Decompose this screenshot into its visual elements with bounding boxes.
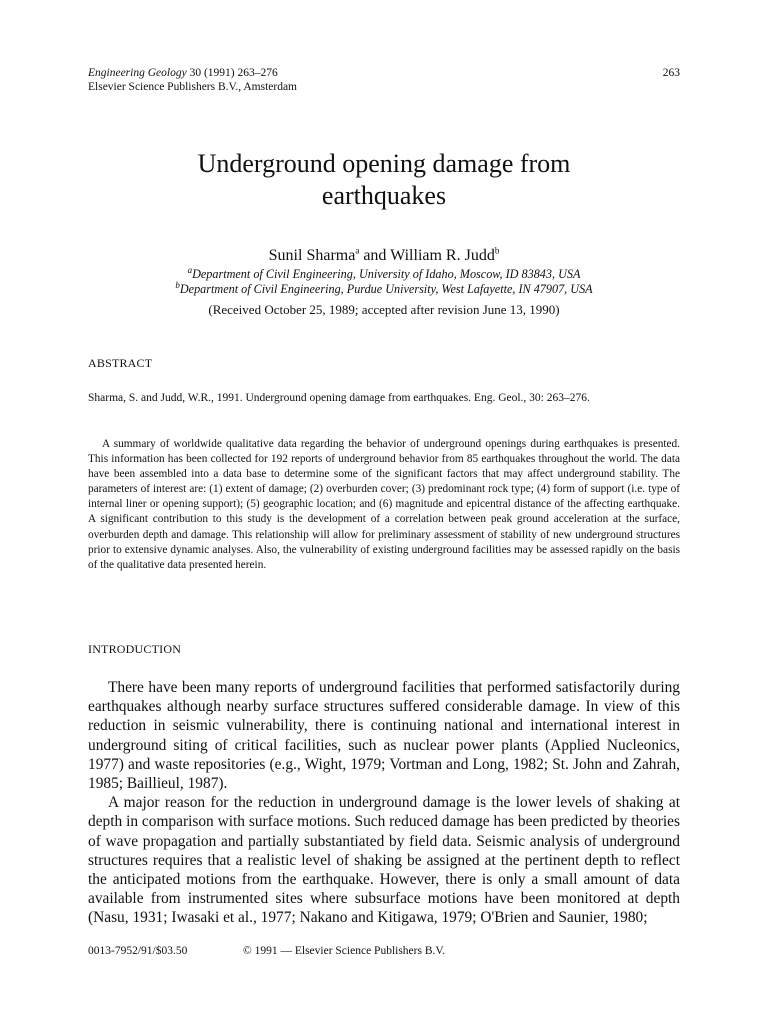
author-1: Sunil Sharma bbox=[268, 247, 356, 264]
page-number: 263 bbox=[662, 67, 680, 79]
author-2: William R. Judd bbox=[390, 247, 495, 264]
issn-code: 0013-7952/91/$03.50 bbox=[88, 945, 188, 957]
abstract-body: A summary of worldwide qualitative data regarding the behavior of underground openings during earthquakes is presented. This information has been collected for 192 reports of underground behavior from 85 earthquakes throughout the world. The data have been assembled into a data base to determine some of the significant factors that may affect underground stability. The parameters of interest are: (1) extent of damage; (2) overburden cover; (3) predominant rock type; (4) form of support (i.e. type of internal liner or opening support); (5) geographic location; and (6) magnitude and epicentral distance of the affecting earthquake. A significant contribution to this study is the development of a correlation between peak ground acceleration at the surface, overburden depth and damage. This relationship will allow for preliminary assessment of stability of new underground structures prior to extensive dynamic analyses. Also, the vulnerability of existing underground facilities may be assessed rapidly on the basis of the qualitative data presented herein. bbox=[88, 438, 680, 571]
intro-paragraph-2: A major reason for the reduction in underground damage is the lower levels of shaking at depth in comparison with surface motions. Such reduced damage has been predicted by theories of wave propagation and partially substantiated by field data. Seismic analysis of underground structures requires that a realistic level of shaking be assigned at the pertinent depth to reflect the anticipated motions from the earthquake. However, there is only a small amount of data available from instrumented sites where subsurface motions have been monitored at depth (Nasu, 1931; Iwasaki et al., 1977; Nakano and Kitigawa, 1979; O'Brien and Saunier, 1980; bbox=[88, 794, 680, 927]
paper-title bbox=[88, 148, 680, 212]
affiliation-b bbox=[88, 279, 680, 297]
abstract-citation: Sharma, S. and Judd, W.R., 1991. Underground opening damage from earthquakes. Eng. Geol., 30: 263–276. bbox=[88, 392, 590, 404]
journal-volume: 30 (1991) 263–276 bbox=[186, 67, 278, 79]
journal-citation bbox=[88, 66, 680, 80]
running-header bbox=[88, 66, 680, 94]
author-connector: and bbox=[359, 247, 391, 264]
title-line-1: Underground opening damage from bbox=[197, 149, 571, 178]
introduction-heading: INTRODUCTION bbox=[88, 642, 182, 656]
affiliation-a-mark: a bbox=[187, 264, 193, 275]
title-line-2: earthquakes bbox=[321, 181, 447, 210]
copyright-line: © 1991 — Elsevier Science Publishers B.V. bbox=[243, 945, 446, 957]
journal-name: Engineering Geology bbox=[88, 67, 187, 79]
affiliation-a-text: Department of Civil Engineering, University of Idaho, Moscow, ID 83843, USA bbox=[192, 267, 581, 281]
publisher-line: Elsevier Science Publishers B.V., Amsterdam bbox=[88, 81, 297, 93]
affiliation-b-text: Department of Civil Engineering, Purdue University, West Lafayette, IN 47907, USA bbox=[179, 282, 593, 296]
intro-paragraph-1: There have been many reports of underground facilities that performed satisfactorily during earthquakes although nearby surface structures suffered considerable damage. In view of this reduction in seismic vulnerability, there is continuing national and international interest in underground siting of critical facilities, such as nuclear power plants (Applied Nucleonics, 1977) and waste repositories (e.g., Wight, 1979; Vortman and Long, 1982; St. John and Zahrah, 1985; Baillieul, 1987). bbox=[88, 679, 680, 793]
affiliation-b-mark: b bbox=[175, 279, 180, 290]
abstract-heading: ABSTRACT bbox=[88, 356, 153, 370]
author-2-affil-mark: b bbox=[494, 245, 500, 256]
received-dates: (Received October 25, 1989; accepted after revision June 13, 1990) bbox=[208, 302, 560, 317]
affiliations bbox=[88, 264, 680, 297]
author-1-affil-mark: a bbox=[355, 245, 360, 256]
author-list bbox=[88, 246, 680, 266]
introduction-body bbox=[88, 678, 680, 928]
